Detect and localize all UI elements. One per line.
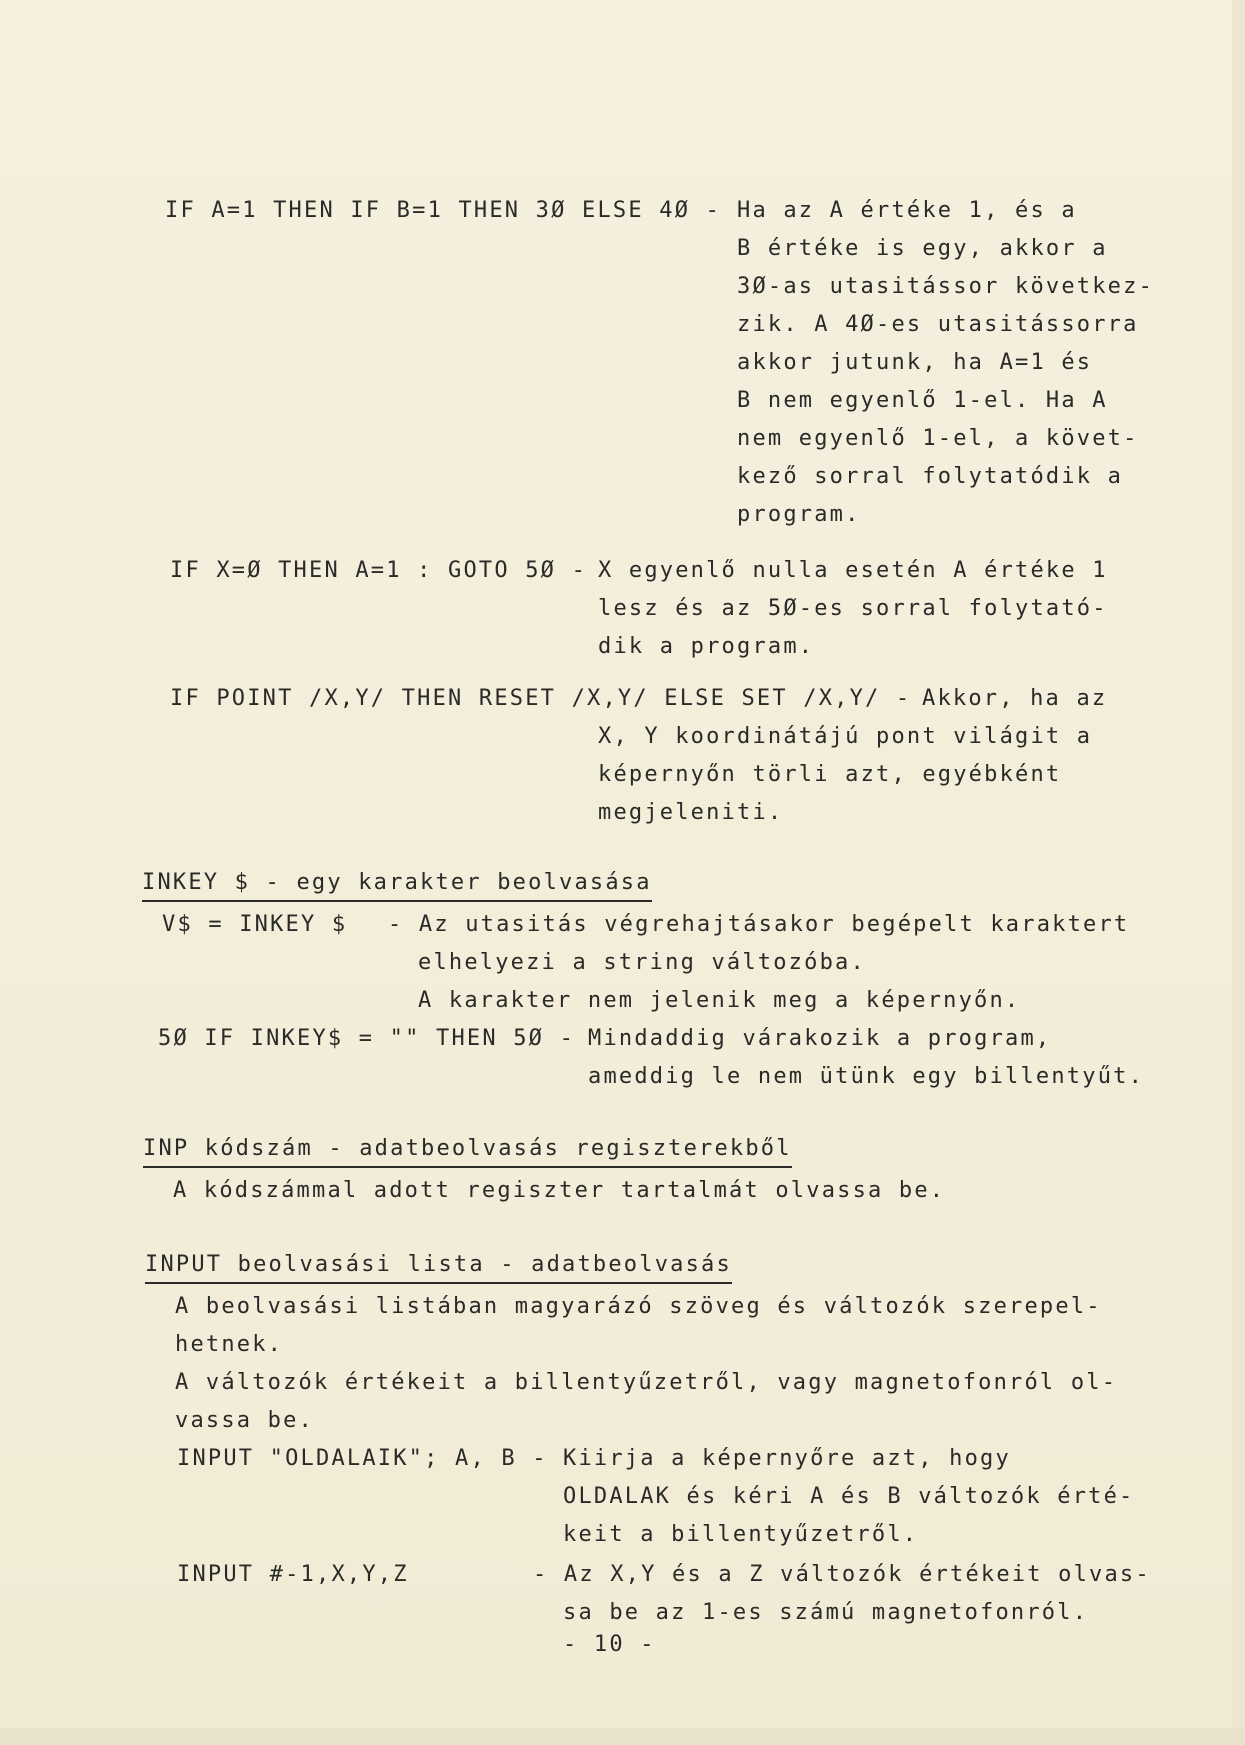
desc-line: Kiirja a képernyőre azt, hogy [563,1446,1011,1471]
code-if-x-goto: IF X=Ø THEN A=1 : GOTO 5Ø - [170,558,588,583]
desc-line: Akkor, ha az [922,686,1108,711]
para-line: hetnek. [175,1332,284,1357]
page-number: - 10 - [563,1632,656,1657]
desc-line: sa be az 1-es számú magnetofonról. [563,1600,1089,1625]
desc-line: dik a program. [598,634,815,659]
code-input-tape: INPUT #-1,X,Y,Z [177,1562,409,1587]
desc-line: X egyenlő nulla esetén A értéke 1 [598,558,1108,583]
desc-line: kező sorral folytatódik a [737,464,1124,489]
heading-input: INPUT beolvasási lista - adatbeolvasás [145,1250,732,1284]
desc-line: elhelyezi a string változóba. [418,950,866,975]
inp-text: A kódszámmal adott regiszter tartalmát olvassa be. [173,1178,946,1203]
heading-inp: INP kódszám - adatbeolvasás regiszterekből [143,1134,792,1168]
desc-line: - Az utasitás végrehajtásakor begépelt karaktert [388,912,1130,937]
desc-line: B értéke is egy, akkor a [737,236,1108,261]
code-input-oldalaik: INPUT "OLDALAIK"; A, B - [177,1446,548,1471]
desc-line: B nem egyenlő 1-el. Ha A [737,388,1108,413]
desc-line: X, Y koordinátájú pont világit a [598,724,1093,749]
para-line: vassa be. [175,1408,315,1433]
desc-line: nem egyenlő 1-el, a követ- [737,426,1139,451]
desc-line: Ha az A értéke 1, és a [737,198,1077,223]
desc-line: OLDALAK és kéri A és B változók érté- [563,1484,1135,1509]
code-if-point: IF POINT /X,Y/ THEN RESET /X,Y/ ELSE SET /X,Y/ - [170,686,912,711]
desc-line: - Az X,Y és a Z változók értékeit olvas- [533,1562,1151,1587]
paper-edge-right [1232,0,1245,1745]
desc-line: Mindaddig várakozik a program, [588,1026,1052,1051]
code-inkey-loop: 5Ø IF INKEY$ = "" THEN 5Ø - [158,1026,576,1051]
desc-line: megjeleniti. [598,800,784,825]
desc-line: 3Ø-as utasitássor következ- [737,274,1155,299]
para-line: A beolvasási listában magyarázó szöveg és változók szerepel- [175,1294,1102,1319]
desc-line: lesz és az 5Ø-es sorral folytató- [598,596,1108,621]
code-if-a-b: IF A=1 THEN IF B=1 THEN 3Ø ELSE 4Ø - [165,198,722,223]
desc-line: ameddig le nem ütünk egy billentyűt. [588,1064,1145,1089]
desc-line: zik. A 4Ø-es utasitássorra [737,312,1139,337]
code-inkey-assign: V$ = INKEY $ [162,912,348,937]
desc-line: akkor jutunk, ha A=1 és [737,350,1093,375]
desc-line: A karakter nem jelenik meg a képernyőn. [418,988,1021,1013]
para-line: A változók értékeit a billentyűzetről, vagy magnetofonról ol- [175,1370,1118,1395]
desc-line: képernyőn törli azt, egyébként [598,762,1062,787]
desc-line: keit a billentyűzetről. [563,1522,919,1547]
desc-line: program. [737,502,861,527]
heading-inkey: INKEY $ - egy karakter beolvasása [142,868,652,902]
paper-edge-bottom [0,1728,1245,1745]
